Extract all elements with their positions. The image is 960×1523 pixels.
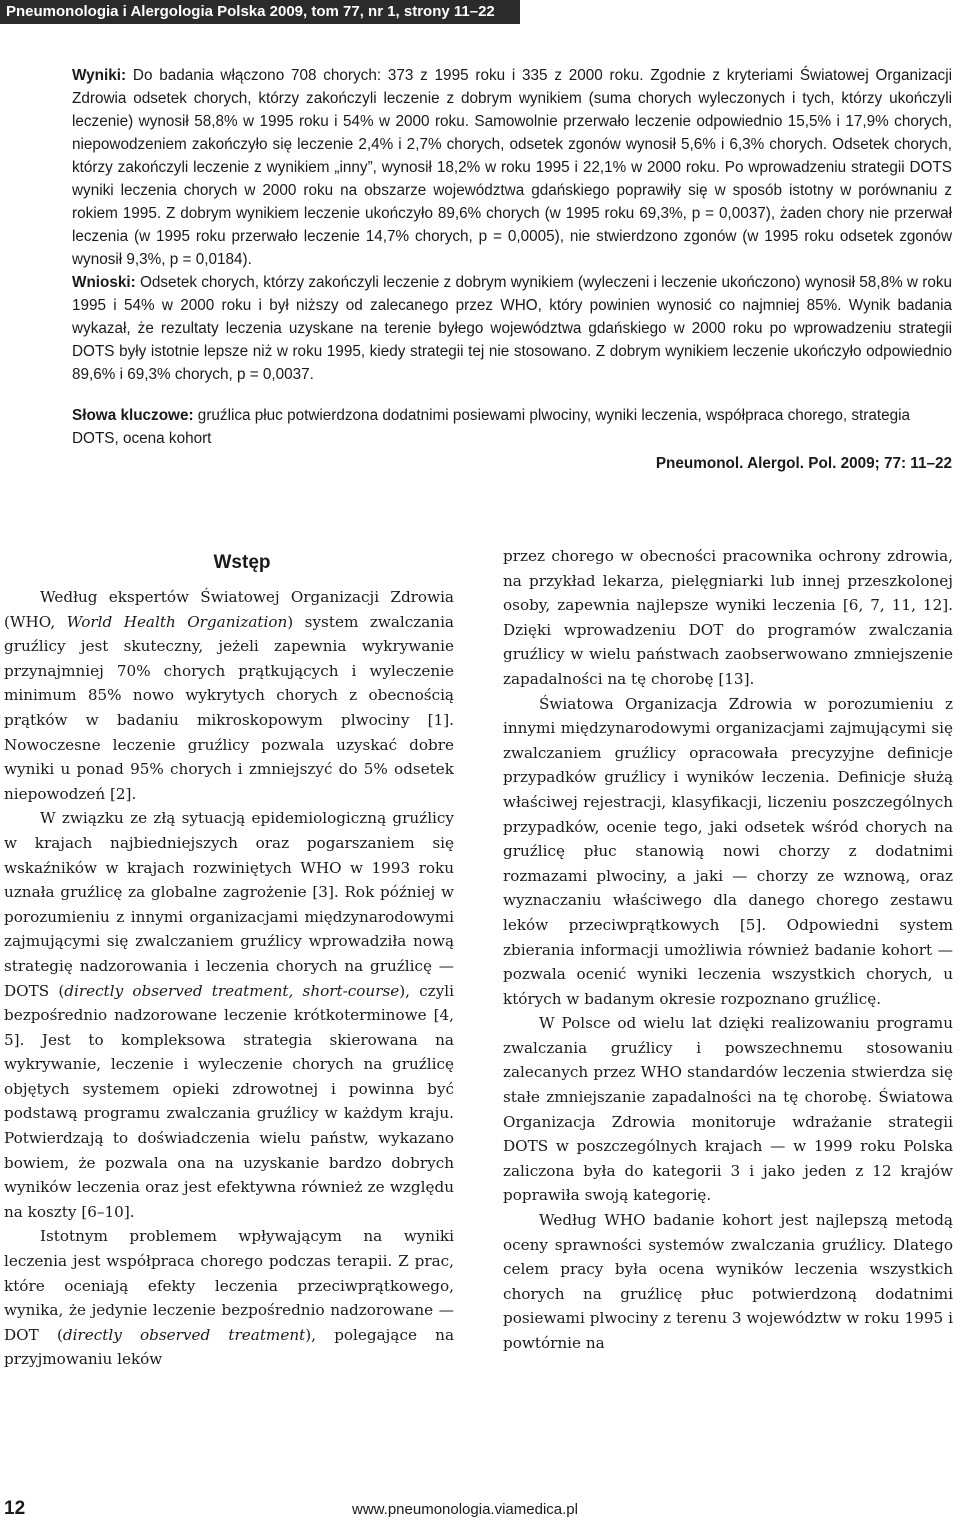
right-column [503, 544, 953, 1356]
left-p1-text-a: Według ekspertów Światowej Organizacji Zdrowia (WHO, [4, 588, 454, 631]
page-number: 12 [4, 1498, 26, 1519]
section-title: Wstęp [213, 552, 271, 573]
abstract-conclusions [72, 271, 952, 386]
results-label: Wyniki: [72, 67, 127, 84]
conclusions-text: Odsetek chorych, którzy zakończyli leczenie z dobrym wynikiem (wyleczeni i leczenie ukończono) wynosił 58,8% w roku 1995 i 54% w 2000 roku i był niższy od zalecanego przez WHO, który powinien wynosić co najmniej 85%. Wynik badania wykazał, że rezultaty leczenia uzyskane na terenie byłego województwa gdańskiego w 2000 roku po wprowadzeniu strategii DOTS były istotnie lepsze niż w roku 1995, kiedy strategii tej nie stosowano. Z dobrym wynikiem leczenie ukończyło odpowiednio 89,6% i 69,3% chorych, p = 0,0037. [72, 274, 952, 383]
conclusions-label: Wnioski: [72, 274, 136, 291]
left-p3-emphasis: directly observed treatment [62, 1325, 306, 1344]
left-p2-text-a: W związku ze złą sytuacją epidemiologiczną gruźlicy w krajach najbiedniejszych oraz pogarszaniem się wskaźników w krajach rozwiniętych WHO w 1993 roku uznała gruźlicę za globalne zagrożenie [3]. Rok później w porozumieniu z innymi organizacjami międzynarodowymi zajmującymi się zwalczaniem gruźlicy wprowadziła nową strategię nadzorowania i leczenia chorych na gruźlicę — DOTS ( [4, 809, 454, 1000]
right-paragraph-3: Według WHO badanie kohort jest najlepszą metodą oceny sprawności systemów zwalczania gruźlicy. Dlatego celem pracy była ocena wyników leczenia wszystkich chorych na gruźlicę płuc potwierdzoną dodatnimi posiewami plwociny z terenu 3 województw w roku 1995 i powtórnie na [503, 1211, 953, 1352]
right-paragraph-0: przez chorego w obecności pracownika ochrony zdrowia, na przykład lekarza, pielęgniarki lub innej przeszkolonej osoby, zapewnia najlepsze wyniki leczenia [6, 7, 11, 12]. Dzięki wprowadzeniu DOT do programów zwalczania gruźlicy w wielu państwach zaobserwowano zmniejszenie zapadalności na tę chorobę [13]. [503, 547, 953, 688]
results-text: Do badania włączono 708 chorych: 373 z 1995 roku i 335 z 2000 roku. Zgodnie z kryteriami Światowej Organizacji Zdrowia odsetek chorych, którzy zakończyli leczenie z dobrym wynikiem (suma chorych wyleczonych i tych, którzy ukończyli leczenie) wynosił 58,8% w 1995 roku i 54% w 2000 roku. Samowolnie przerwało leczenie odpowiednio 15,5% i 17,9% chorych, niepowodzeniem zakończyło się leczenie 2,4% i 2,7% chorych, odsetek zgonów wynosił 5,6% i 6,3% chorych. Odsetek chorych, którzy zakończyli leczenie z wynikiem „inny”, wynosił 18,2% w roku 1995 i 22,1% w 2000 roku. Po wprowadzeniu strategii DOTS wyniki leczenia chorych w 2000 roku na obszarze województwa gdańskiego poprawiły się w sposób istotny w porównaniu z rokiem 1995. Z dobrym wynikiem leczenie ukończyło 89,6% chorych (w 1995 roku 69,3%, p = 0,0037), żaden chory nie przerwał leczenia (w 1995 roku przerwało leczenie 14,7% chorych, p = 0,0005), nie stwierdzono zgonów (w 1995 roku odsetek zgonów wynosił 9,3%, p = 0,0184). [72, 67, 952, 268]
left-column [4, 551, 454, 1372]
citation: Pneumonol. Alergol. Pol. 2009; 77: 11–22 [655, 455, 952, 472]
journal-header [0, 0, 520, 24]
left-paragraph-1 [4, 585, 454, 806]
left-paragraph-3 [4, 1224, 454, 1372]
website-link[interactable]: www.pneumonologia.viamedica.pl [352, 1501, 578, 1518]
right-paragraph-1: Światowa Organizacja Zdrowia w porozumieniu z innymi międzynarodowymi organizacjami zajmującymi się zwalczaniem gruźlicy opracowała precyzyjne definicje przypadków gruźlicy i wyników leczenia. Definicje służą właściwej rejestracji, klasyfikacji, liczeniu poszczególnych przypadków, ocenie tego, jaki odsetek wśród chorych na gruźlicę płuc stanowią nowi chorzy z dodatnimi rozmazami plwociny, a jaki — chorzy ze wznową, oraz wyznaczaniu właściwego dla danego chorego zestawu leków przeciwprątkowych [5]. Odpowiedni system zbierania informacji umożliwia również badanie kohort — pozwala ocenić wyniki leczenia wszystkich chorych, u których w badanym okresie rozpoznano gruźlicę. [503, 694, 953, 1008]
abstract [72, 64, 952, 386]
left-p3-text-a: Istotnym problemem wpływającym na wyniki leczenia jest współpraca chorego podczas terapii. Z prac, które oceniają efekty leczenia przeciwprątkowego, wynika, że jedynie leczenie bezpośrednio nadzorowane — DOT ( [4, 1227, 454, 1344]
left-p3-text-b: ), polegające na przyjmowaniu leków [4, 1325, 454, 1369]
left-p1-emphasis: World Health Organization [66, 612, 288, 631]
left-paragraph-2 [4, 806, 454, 1224]
abstract-results [72, 64, 952, 271]
keywords-text: gruźlica płuc potwierdzona dodatnimi posiewami plwociny, wyniki leczenia, współpraca chorego, strategia DOTS, ocena kohort [72, 407, 911, 447]
journal-header-text: Pneumonologia i Alergologia Polska 2009, tom 77, nr 1, strony 11–22 [6, 3, 495, 20]
right-paragraph-2: W Polsce od wielu lat dzięki realizowaniu programu zwalczania gruźlicy i powszechnemu stosowaniu zalecanych przez WHO standardów leczenia stwierdza się stałe zmniejszanie zapadalności na tę chorobę. Światowa Organizacja Zdrowia monitoruje wdrażanie strategii DOTS w poszczególnych krajach — w 1999 roku Polska zaliczona była do kategorii 3 i jako jeden z 12 krajów poprawiła swoją kategorię. [503, 1014, 953, 1205]
left-p1-text-b: ) system zwalczania gruźlicy jest skuteczny, jeżeli zapewnia wykrywanie przynajmniej 70% chorych prątkujących i wyleczenie minimum 85% nowo wykrytych chorych z obecnością prątków w badaniu mikroskopowym plwociny [1]. Nowoczesne leczenie gruźlicy pozwala uzyskać dobre wyniki u ponad 95% chorych i zmniejszyć do 5% odsetek niepowodzeń [2]. [4, 612, 454, 803]
left-p2-emphasis: directly observed treatment, short-course [64, 981, 400, 1000]
keywords [72, 404, 952, 450]
keywords-label: Słowa kluczowe: [72, 407, 194, 424]
left-p2-text-b: ), czyli bezpośrednio nadzorowane leczenie krótkoterminowe [4, 5]. Jest to kompleksowa strategia skierowana na wykrywanie, leczenie i wyleczenie chorych na gruźlicę objętych systemem opieki zdrowotnej i powinna być podstawą programu zwalczania gruźlicy w każdym kraju. Potwierdzają to doświadczenia wielu państw, wykazano bowiem, że pozwala ona na uzyskanie bardzo dobrych wyników leczenia oraz jest efektywna również ze względu na koszty [6–10]. [4, 981, 454, 1221]
